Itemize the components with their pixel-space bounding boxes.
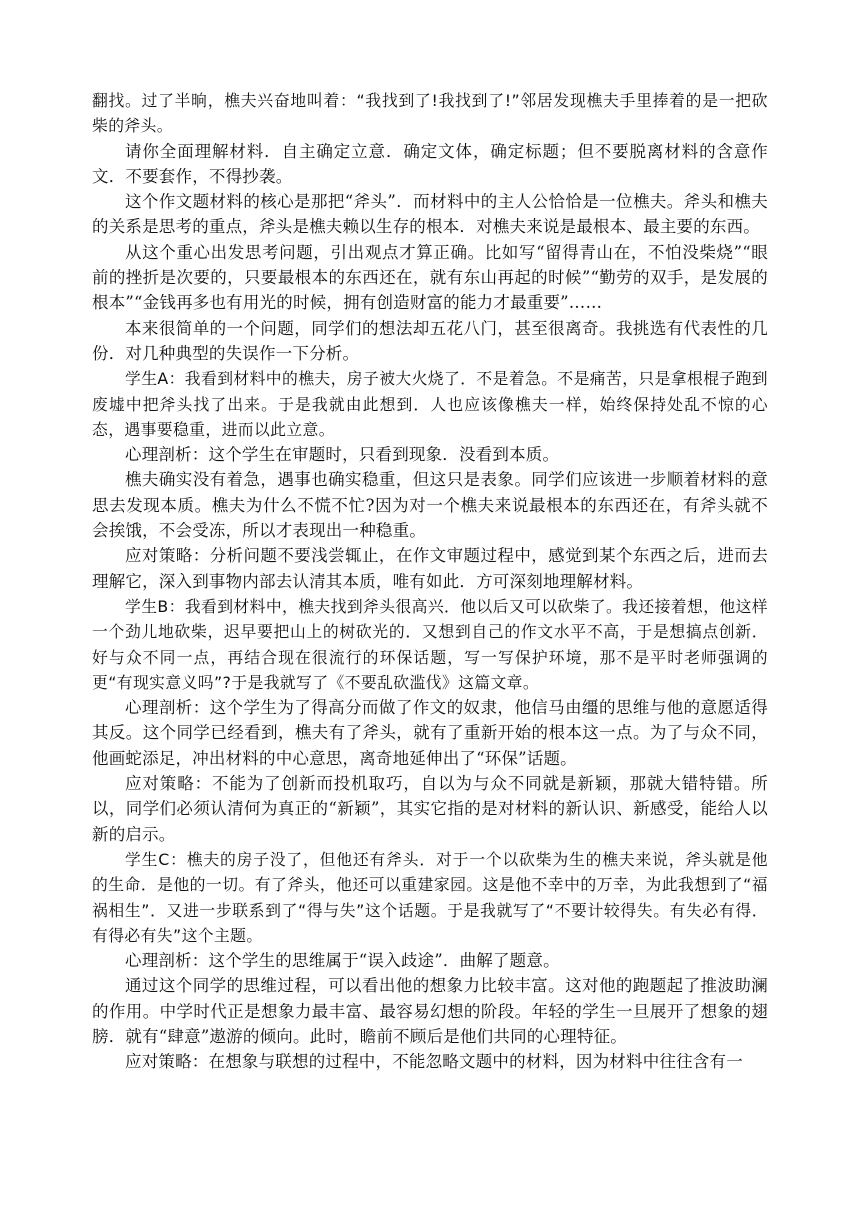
paragraph-strategy-a: 应对策略：分析问题不要浅尝辄止，在作文审题过程中，感觉到某个东西之后，进而去理解它，深入到事物内部去认清其本质，唯有如此．方可深刻地理解材料。	[92, 546, 768, 591]
paragraph-viewpoint-examples: 从这个重心出发思考问题，引出观点才算正确。比如写“留得青山在，不怕没柴烧”“眼前的挫折是次要的，只要最根本的东西还在，就有东山再起的时候”“勤劳的双手，是发展的根本”“金钱再多也有用光的时候，拥有创造财富的能力才最重要”……	[92, 242, 768, 313]
paragraph-student-a: 学生A：我看到材料中的樵夫，房子被大火烧了．不是着急。不是痛苦，只是拿根棍子跑到废墟中把斧头找了出来。于是我就由此想到．人也应该像樵夫一样，始终保持处乱不惊的心态，遇事要稳重，进而以此立意。	[92, 369, 768, 439]
paragraph-strategy-b: 应对策略：不能为了创新而投机取巧，自以为与众不同就是新颖，那就大错特错。所以，同学们必须认清何为真正的“新颖”，其实它指的是对材料的新认识、新感受，能给人以新的启示。	[92, 774, 768, 844]
paragraph-analysis-b: 心理剖析：这个学生为了得高分而做了作文的奴隶，他信马由缰的思维与他的意愿适得其反。这个同学已经看到，樵夫有了斧头，就有了重新开始的根本这一点。为了与众不同，他画蛇添足，冲出材料的中心意思，离奇地延伸出了“环保”话题。	[92, 698, 768, 768]
paragraph-task-requirement: 请你全面理解材料．自主确定立意．确定文体，确定标题；但不要脱离材料的含意作文．不要套作，不得抄袭。	[92, 141, 768, 186]
paragraph-strategy-c: 应对策略：在想象与联想的过程中，不能忽略文题中的材料，因为材料中往往含有一	[125, 1052, 743, 1072]
paragraph-explanation-a: 樵夫确实没有着急，遇事也确实稳重，但这只是表象。同学们应该进一步顺着材料的意思去发现本质。樵夫为什么不慌不忙?因为对一个樵夫来说最根本的东西还在，有斧头就不会挨饿，不会受冻，所以才表现出一种稳重。	[92, 470, 768, 541]
paragraph-introduction: 本来很简单的一个问题，同学们的想法却五花八门，甚至很离奇。我挑选有代表性的几份．对几种典型的失误作一下分析。	[92, 318, 768, 363]
paragraph-student-b: 学生B：我看到材料中，樵夫找到斧头很高兴．他以后又可以砍柴了。我还接着想，他这样一个劲儿地砍柴，迟早要把山上的树砍光的．又想到自己的作文水平不高，于是想搞点创新．好与众不同一点，再结合现在很流行的环保话题，写一写保护环境，那不是平时老师强调的更“有现实意义吗”?于是我就写了《不要乱砍滥伐》这篇文章。	[92, 596, 768, 692]
paragraph-student-c: 学生C：樵夫的房子没了，但他还有斧头．对于一个以砍柴为生的樵夫来说，斧头就是他的生命．是他的一切。有了斧头，他还可以重建家园。这是他不幸中的万幸，为此我想到了“福祸相生”．又进一步联系到了“得与失”这个话题。于是我就写了“不要计较得失。有失必有得．有得必有失”这个主题。	[92, 849, 768, 945]
document-page	[92, 88, 768, 1075]
paragraph-analysis-c: 心理剖析：这个学生的思维属于“误入歧途”．曲解了题意。	[125, 951, 560, 971]
paragraph-core-analysis: 这个作文题材料的核心是那把“斧头”．而材料中的主人公恰恰是一位樵夫。斧头和樵夫的关系是思考的重点，斧头是樵夫赖以生存的根本．对樵夫来说是最根本、最主要的东西。	[92, 192, 768, 237]
paragraph-explanation-c: 通过这个同学的思维过程，可以看出他的想象力比较丰富。这对他的跑题起了推波助澜的作用。中学时代正是想象力最丰富、最容易幻想的阶段。年轻的学生一旦展开了想象的翅膀．就有“肆意”遨游的倾向。此时，瞻前不顾后是他们共同的心理特征。	[92, 976, 768, 1046]
paragraph-story-ending: 翻找。过了半晌，樵夫兴奋地叫着：“我找到了!我找到了!”邻居发现樵夫手里捧着的是一把砍柴的斧头。	[92, 91, 768, 136]
paragraph-analysis-a: 心理剖析：这个学生在审题时，只看到现象．没看到本质。	[125, 445, 560, 465]
